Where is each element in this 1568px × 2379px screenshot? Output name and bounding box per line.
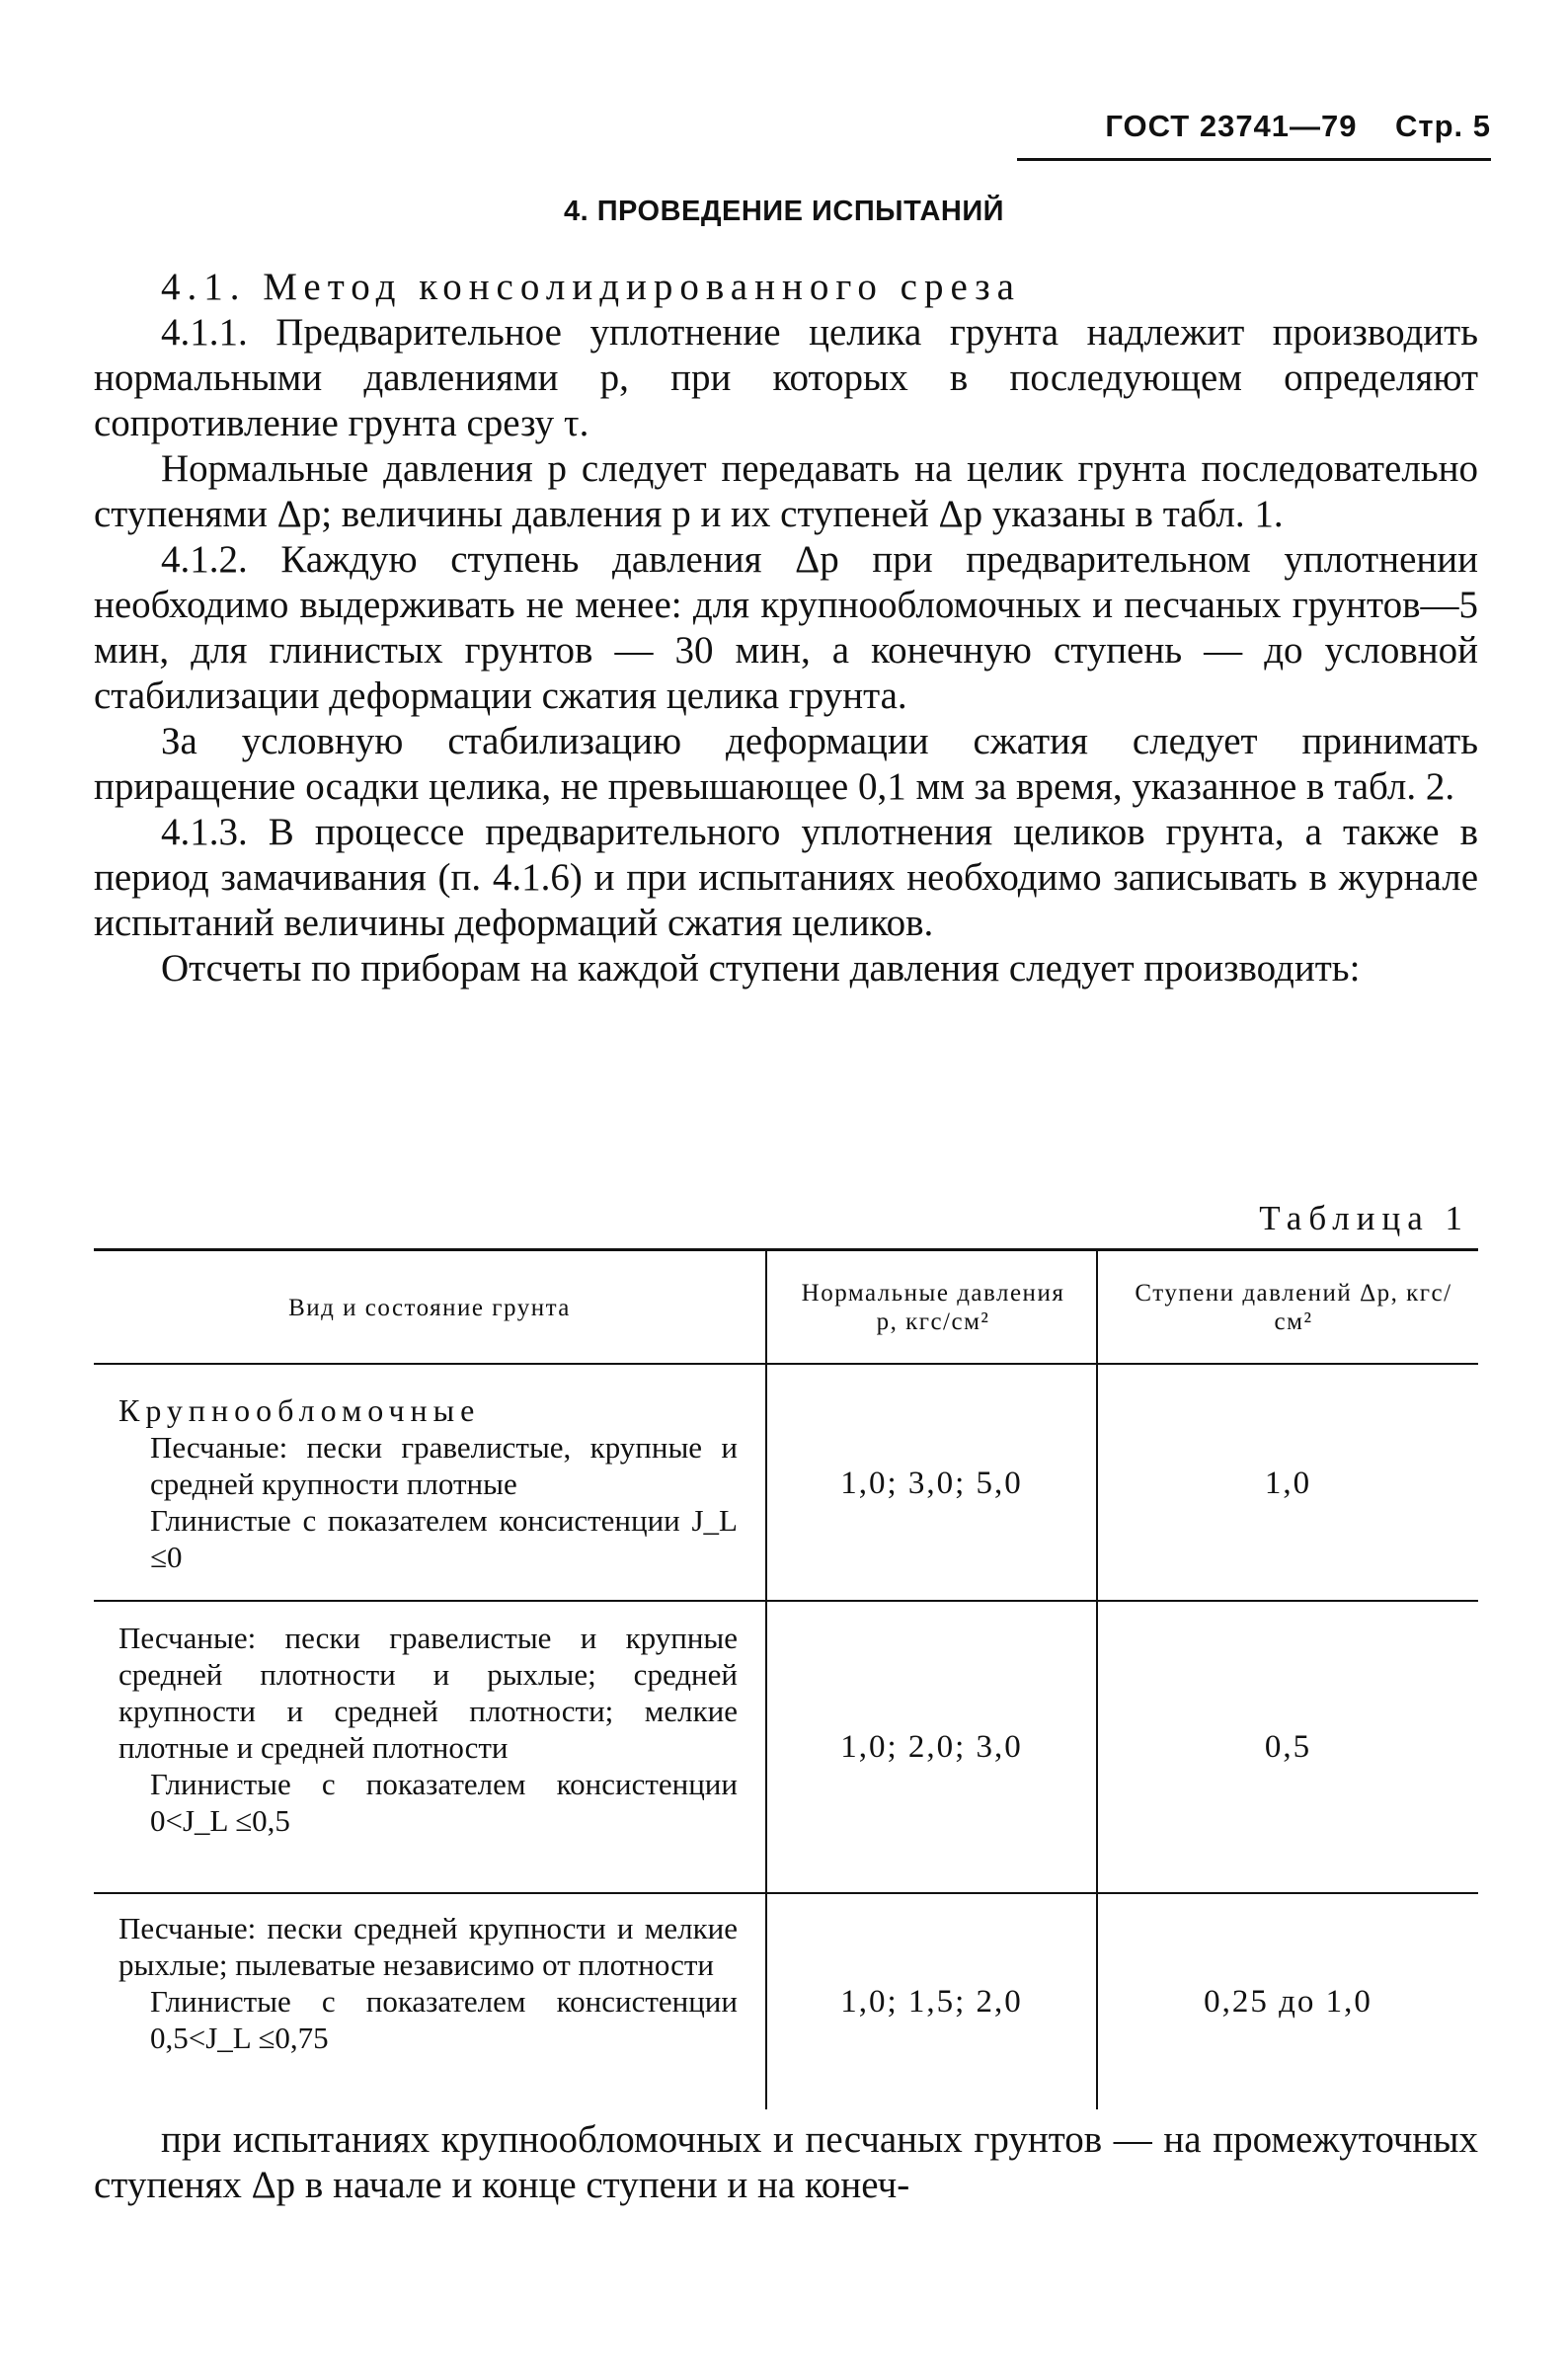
- body-text-after-table: [94, 2117, 1478, 2208]
- pressure-step-value: 0,5: [1264, 1728, 1312, 1765]
- table-row: [94, 1910, 765, 2056]
- header-rule: [1017, 158, 1491, 161]
- section-title: 4. ПРОВЕДЕНИЕ ИСПЫТАНИЙ: [563, 196, 1005, 227]
- table-label: Таблица 1: [1259, 1199, 1469, 1237]
- paragraph-4-1-1: 4.1.1. Предварительное уплотнение целика грунта надлежит производить нормальными давлениями p, при которых в последующем определяют сопротивление грунта срезу τ.: [94, 311, 1478, 444]
- running-header: [987, 109, 1491, 144]
- soil-description: Песчаные: пески средней крупности и мелкие рыхлые; пылеватые независимо от плотности: [118, 1911, 738, 1982]
- table-top-rule: [94, 1248, 1478, 1251]
- pressure-step-value: 0,25 до 1,0: [1204, 1983, 1372, 2020]
- soil-description: Глинистые с показателем консистенции 0<J_L ≤0,5: [150, 1767, 738, 1838]
- table-header-normal-pressure: Нормальные давления p, кгс/см²: [801, 1280, 1065, 1335]
- soil-description: Глинистые с показателем консистенции J_L ≤0: [150, 1503, 738, 1574]
- paragraph-4-1-2: 4.1.2. Каждую ступень давления Δp при предварительном уплотнении необходимо выдерживать не менее: для крупнообломочных и песчаных грунтов—5 мин, для глинистых грунтов — 30 мин, а конечную ступень — до условной стабилизации деформации сжатия целика грунта.: [94, 538, 1478, 717]
- table-header-pressure-steps: Ступени давлений Δp, кгс/см²: [1135, 1280, 1452, 1335]
- paragraph-after-table: при испытаниях крупнообломочных и песчаных грунтов — на промежуточных ступенях Δp в начале и конце ступени и на конеч-: [94, 2118, 1478, 2206]
- standard-number: ГОСТ 23741—79: [1105, 109, 1358, 143]
- soil-description: Песчаные: пески гравелистые, крупные и средней крупности плотные: [150, 1430, 738, 1501]
- paragraph-4-1-3-continued: Отсчеты по приборам на каждой ступени давления следует производить:: [161, 947, 1361, 990]
- paragraph-4-1: 4.1. Метод консолидированного среза: [161, 266, 1021, 308]
- normal-pressure-value: 1,0; 3,0; 5,0: [840, 1466, 1023, 1501]
- page-number: Стр. 5: [1395, 109, 1491, 143]
- table-row: [94, 1392, 765, 1575]
- normal-pressure-value: 1,0; 1,5; 2,0: [840, 1983, 1023, 2020]
- soil-description: Песчаные: пески гравелистые и крупные средней плотности и рыхлые; средней крупности и средней плотности; мелкие плотные и средней плотности: [118, 1621, 738, 1765]
- table-header-soil-type: Вид и состояние грунта: [288, 1294, 571, 1321]
- table-row: [94, 1620, 765, 1839]
- soil-category-title: Крупнообломочные: [118, 1392, 481, 1428]
- normal-pressure-value: 1,0; 2,0; 3,0: [840, 1728, 1023, 1765]
- paragraph-4-1-2-continued: За условную стабилизацию деформации сжатия следует принимать приращение осадки целика, не превышающее 0,1 мм за время, указанное в табл. 2.: [94, 720, 1478, 808]
- soil-description: Глинистые с показателем консистенции 0,5<J_L ≤0,75: [150, 1984, 738, 2055]
- table-header-rule: [94, 1363, 1478, 1365]
- paragraph-4-1-3: 4.1.3. В процессе предварительного уплотнения целиков грунта, а также в период замачивания (п. 4.1.6) и при испытаниях необходимо записывать в журнале испытаний величины деформаций сжатия целиков.: [94, 811, 1478, 944]
- pressure-step-value: 1,0: [1264, 1466, 1312, 1501]
- paragraph-4-1-1-continued: Нормальные давления p следует передавать на целик грунта последовательно ступенями Δp; величины давления p и их ступеней Δp указаны в табл. 1.: [94, 447, 1478, 535]
- body-text: [94, 265, 1478, 991]
